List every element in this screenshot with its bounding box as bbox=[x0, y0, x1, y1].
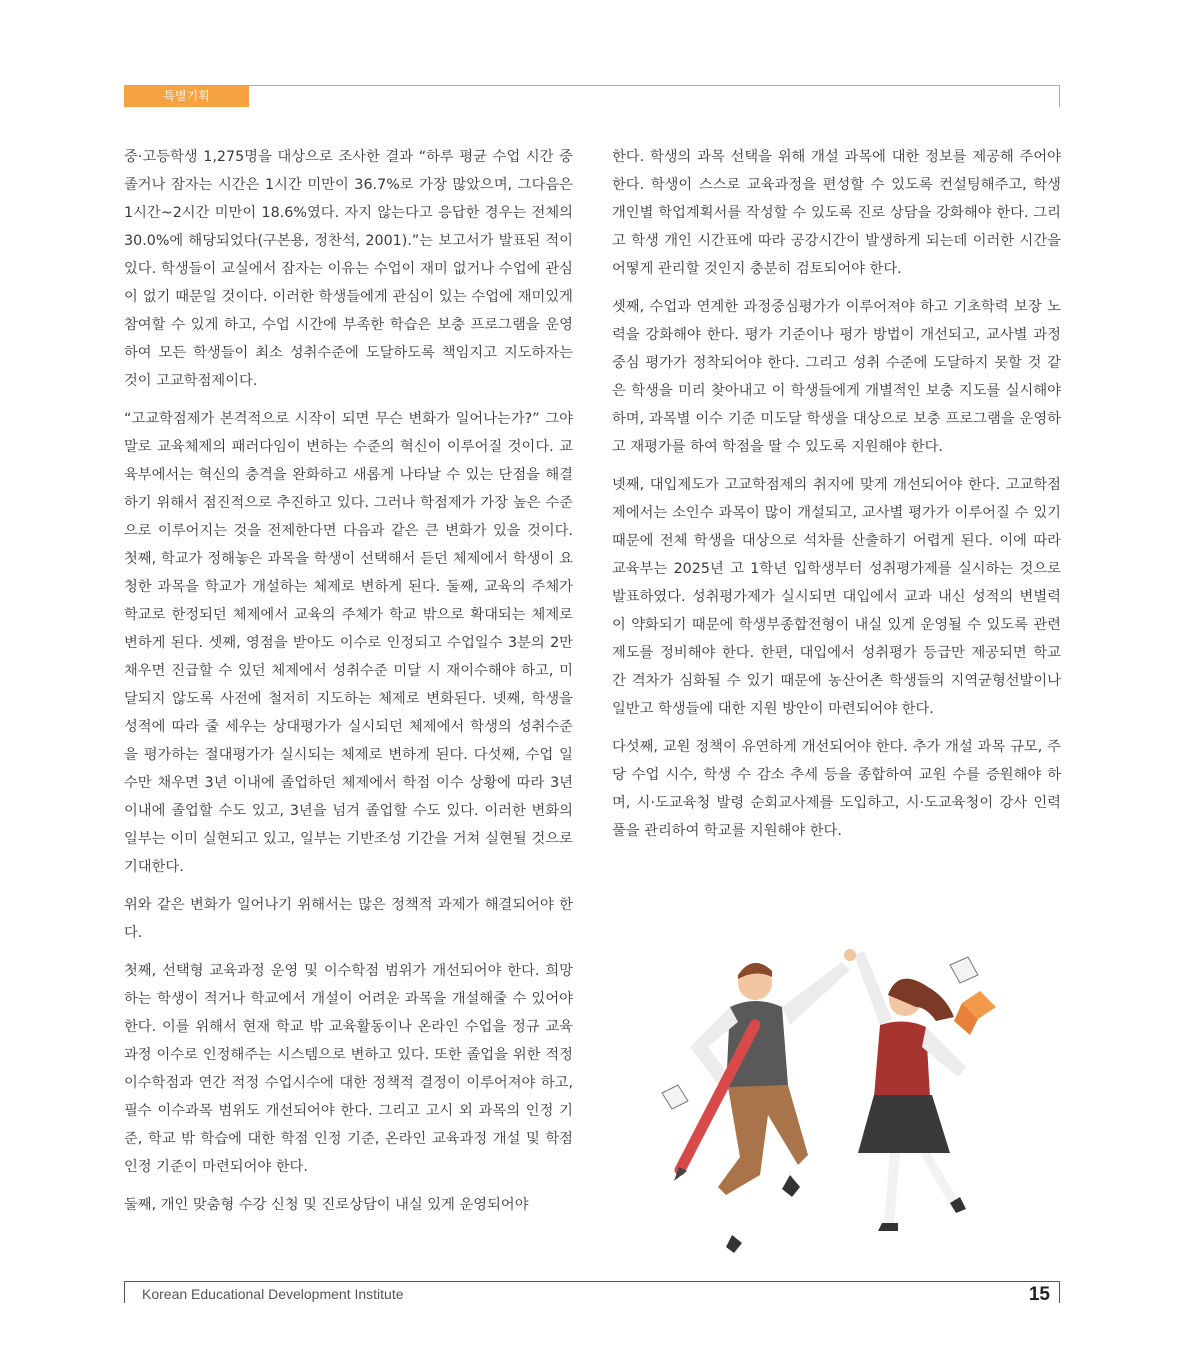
footer-rule-tick-left bbox=[124, 1281, 125, 1303]
girl-figure bbox=[854, 951, 966, 1231]
header-rule bbox=[124, 85, 1060, 86]
paragraph: 둘째, 개인 맞춤형 수강 신청 및 진로상담이 내실 있게 운영되어야 bbox=[124, 1197, 529, 1213]
paragraph: “고교학점제가 본격적으로 시작이 되면 무슨 변화가 일어나는가?” 그야말로 교육체제의 패러다임이 변하는 수준의 혁신이 이루어질 것이다. 교육부에서는 혁신의 충격을 완화하고 새롭게 나타날 수 있는 단점을 해결하기 위해서 점진적으로 추진하고 있다. 그러나 학점제가 가장 높은 수준으로 이루어지는 것을 전제한다면 다음과 같은 큰 변화가 있을 것이다. 첫째, 학교가 정해놓은 과목을 학생이 선택해서 듣던 체제에서 학생이 요청한 과목을 학교가 개설하는 체제로 변하게 된다. 둘째, 교육의 주체가 학교로 한정되던 체제에서 교육의 주체가 학교 밖으로 확대되는 체제로 변하게 된다. 셋째, 영점을 받아도 이수로 인정되고 수업일수 3분의 2만 채우면 진급할 수 있던 체제에서 성취수준 미달 시 재이수해야 하고, 미달되지 않도록 사전에 철저히 지도하는 체제로 변화된다. 넷째, 학생을 성적에 따라 줄 세우는 상대평가가 실시되던 체제에서 학생의 성취수준을 평가하는 절대평가가 실시되는 체제로 변하게 된다. 다섯째, 수업 일수만 채우면 3년 이내에 졸업하던 체제에서 학점 이수 상황에 따라 3년 이내에 졸업할 수도 있고, 3년을 넘겨 졸업할 수도 있다. 이러한 변화의 일부는 이미 실현되고 있고, 일부는 기반조성 기간을 거쳐 실현될 것으로 기대한다. bbox=[124, 411, 573, 875]
paragraph: 한다. 학생의 과목 선택을 위해 개설 과목에 대한 정보를 제공해 주어야 한다. 학생이 스스로 교육과정을 편성할 수 있도록 컨설팅해주고, 학생 개인별 학업계획서를 작성할 수 있도록 진로 상담을 강화해야 한다. 그리고 학생 개인 시간표에 따라 공강시간이 발생하게 되는데 이러한 시간을 어떻게 관리할 것인지 충분히 검토되어야 한다. bbox=[612, 149, 1061, 277]
paragraph: 첫째, 선택형 교육과정 운영 및 이수학점 범위가 개선되어야 한다. 희망하는 학생이 적거나 학교에서 개설이 어려운 과목을 개설해줄 수 있어야 한다. 이를 위해서 현재 학교 밖 교육활동이나 온라인 수업을 정규 교육과정 이수로 인정해주는 시스템으로 변하고 있다. 또한 졸업을 위한 적정 이수학점과 연간 적정 수업시수에 대한 정책적 결정이 이루어져야 하고, 필수 이수과목 범위도 개선되어야 한다. 그리고 고시 외 과목의 인정 기준, 학교 밖 학습에 대한 학점 인정 기준, 온라인 교육과정 개설 및 학점 인정 기준이 마련되어야 한다. bbox=[124, 963, 573, 1175]
hands bbox=[844, 949, 856, 961]
boy-figure bbox=[674, 962, 850, 1253]
paragraph: 위와 같은 변화가 일어나기 위해서는 많은 정책적 과제가 해결되어야 한다. bbox=[124, 897, 573, 941]
right-column bbox=[612, 143, 1061, 855]
paragraph: 다섯째, 교원 정책이 유연하게 개선되어야 한다. 추가 개설 과목 규모, 주당 수업 시수, 학생 수 감소 추세 등을 종합하여 교원 수를 증원해야 하며, 시·도교육청 발령 순회교사제를 도입하고, 시·도교육청이 강사 인력풀을 관리하여 학교를 지원해야 한다. bbox=[612, 739, 1061, 839]
paragraph: 셋째, 수업과 연계한 과정중심평가가 이루어져야 하고 기초학력 보장 노력을 강화해야 한다. 평가 기준이나 평가 방법이 개선되고, 교사별 과정중심 평가가 정착되어야 한다. 그리고 성취 수준에 도달하지 못할 것 같은 학생을 미리 찾아내고 이 학생들에게 개별적인 보충 지도를 실시해야 하며, 과목별 이수 기준 미도달 학생을 대상으로 보충 프로그램을 운영하고 재평가를 하여 학점을 딸 수 있도록 지원해야 한다. bbox=[612, 299, 1061, 455]
paragraph: 넷째, 대입제도가 고교학점제의 취지에 맞게 개선되어야 한다. 고교학점제에서는 소인수 과목이 많이 개설되고, 교사별 평가가 이루어질 수 있기 때문에 전체 학생을 대상으로 석차를 산출하기 어렵게 된다. 이에 따라 교육부는 2025년 고 1학년 입학생부터 성취평가제를 실시하는 것으로 발표하였다. 성취평가제가 실시되면 대입에서 교과 내신 성적의 변별력이 약화되기 때문에 학생부종합전형이 내실 있게 운영될 수 있도록 관련 제도를 정비해야 한다. 한편, 대입에서 성취평가 등급만 제공되면 학교 간 격차가 심화될 수 있기 때문에 농산어촌 학생들의 지역균형선발이나 일반고 학생들에 대한 지원 방안이 마련되어야 한다. bbox=[612, 477, 1061, 717]
students-high-five-illustration bbox=[650, 945, 1010, 1255]
header-rule-tick bbox=[1059, 85, 1060, 107]
paragraph: 중·고등학생 1,275명을 대상으로 조사한 결과 “하루 평균 수업 시간 중 졸거나 잠자는 시간은 1시간 미만이 36.7%로 가장 많았으며, 그다음은 1시간~2시간 미만이 18.6%였다. 자지 않는다고 응답한 경우는 전체의 30.0%에 해당되었다(구본용, 정찬석, 2001).”는 보고서가 발표된 적이 있다. 학생들이 교실에서 잠자는 이유는 수업이 재미 없거나 수업에 관심이 없기 때문일 것이다. 이러한 학생들에게 관심이 있는 수업에 재미있게 참여할 수 있게 하고, 수업 시간에 부족한 학습은 보충 프로그램을 운영하여 모든 학생들이 최소 성취수준에 도달하도록 책임지고 지도하자는 것이 고교학점제이다. bbox=[124, 149, 573, 389]
section-badge: 특별기획 bbox=[124, 86, 249, 107]
left-column bbox=[124, 143, 573, 1229]
footer-organization: Korean Educational Development Institute bbox=[142, 1286, 404, 1302]
page-number: 15 bbox=[1028, 1284, 1050, 1305]
footer-rule-tick-right bbox=[1059, 1281, 1060, 1303]
footer-rule bbox=[124, 1281, 1060, 1282]
